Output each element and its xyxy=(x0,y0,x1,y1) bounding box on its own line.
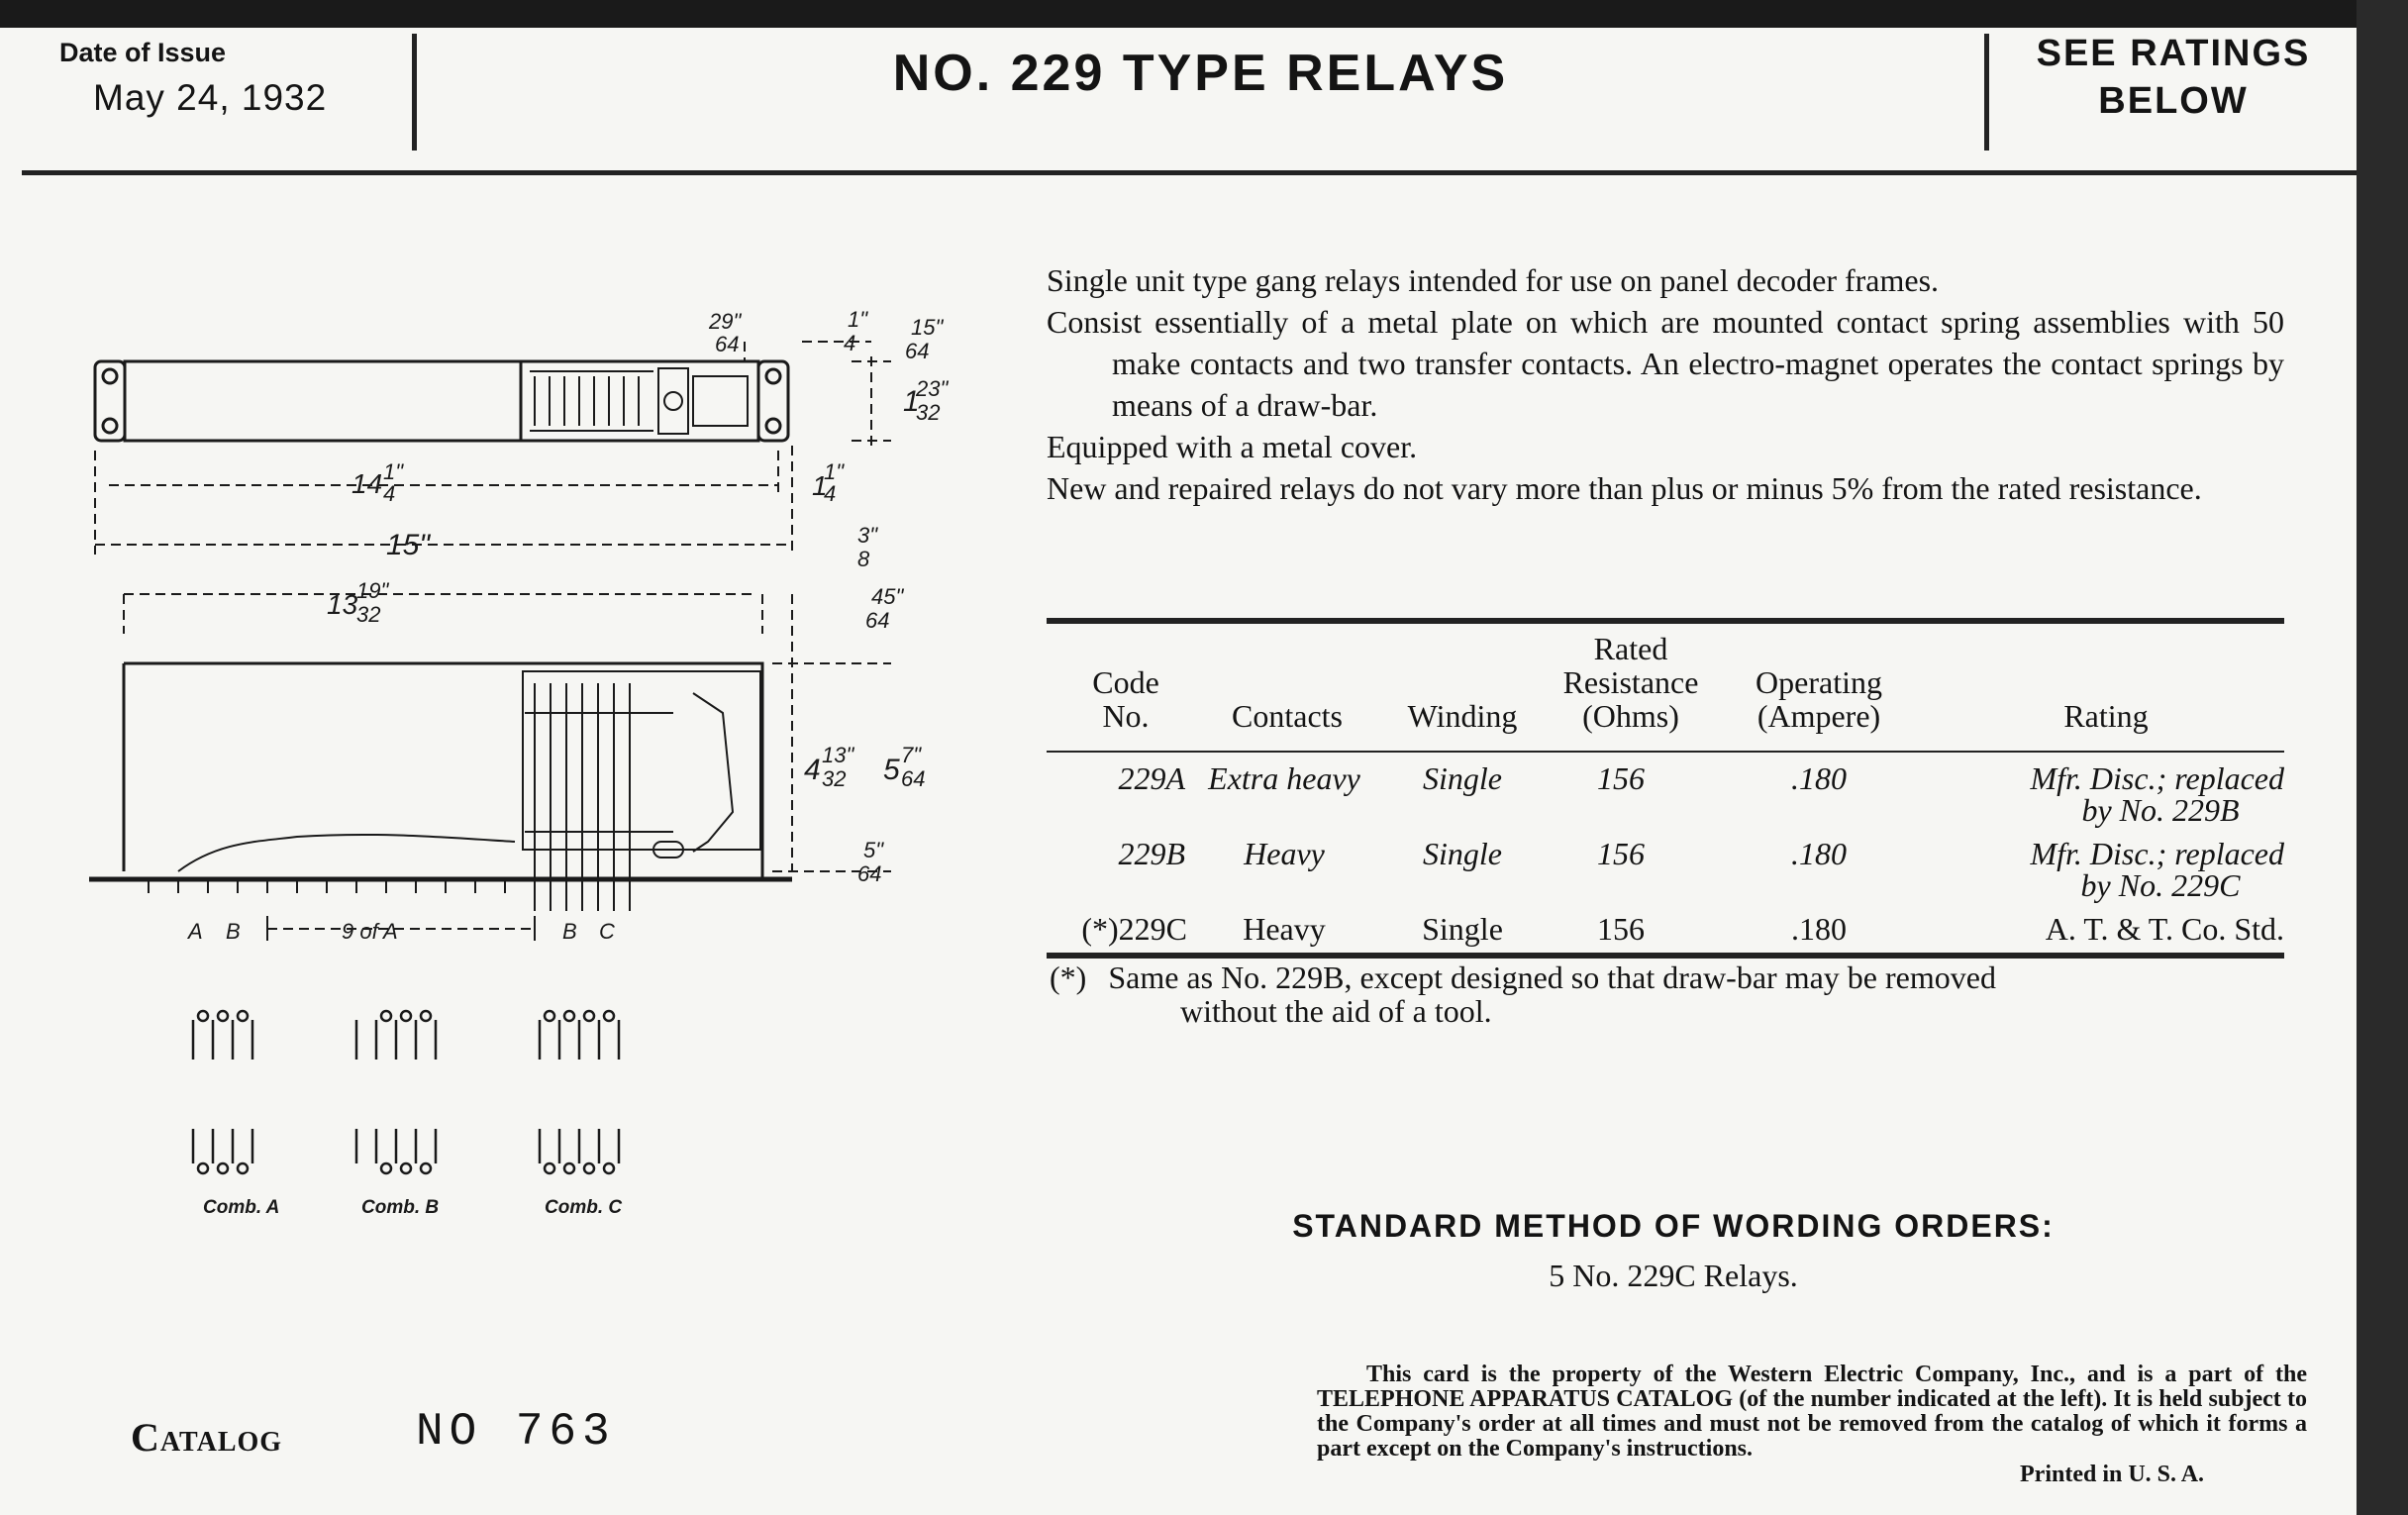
description xyxy=(1047,259,2284,509)
th-code-line2: No. xyxy=(1102,698,1150,734)
dim-15-64-denominator: 64 xyxy=(905,339,930,363)
row3-code: (*)229C xyxy=(1081,911,1187,947)
footnote-line2: without the aid of a tool. xyxy=(1180,993,1492,1029)
label-b-2: B xyxy=(562,919,577,944)
th-operating-line2: (Ampere) xyxy=(1756,698,1881,734)
catalog-label: Catalog xyxy=(131,1415,283,1460)
row3-resistance: 156 xyxy=(1597,911,1645,947)
dim-4-denominator: 32 xyxy=(822,766,847,791)
dim-14-denominator: 4 xyxy=(383,481,396,506)
row2-resistance: 156 xyxy=(1597,836,1645,871)
th-code-line1: Code xyxy=(1092,664,1159,700)
table-bottom-rule xyxy=(1047,953,2284,959)
row1-rating-line1: Mfr. Disc.; replaced xyxy=(2030,760,2284,796)
dim-23-32-denominator: 32 xyxy=(916,400,941,425)
th-resistance-line3: (Ohms) xyxy=(1582,698,1679,734)
row1-resistance: 156 xyxy=(1597,760,1645,796)
dim-1-4-lower-numerator: 1" xyxy=(824,459,845,484)
printed-in-usa: Printed in U. S. A. xyxy=(2020,1462,2205,1487)
relay-drawing xyxy=(0,0,1030,1287)
description-para-1: Single unit type gang relays intended for use on panel decoder frames. xyxy=(1047,262,1940,298)
table-top-rule xyxy=(1047,618,2284,624)
see-ratings-line1: SEE RATINGS xyxy=(2036,33,2311,74)
dim-4-whole: 4 xyxy=(804,754,821,786)
dim-29-64-denominator: 64 xyxy=(715,332,740,356)
legal-text: This card is the property of the Western Electric Company, Inc., and is a part of the TELEPHONE APPARATUS CATALOG (of the number indicated at the left). It is held subject to the Company's order at all times and must not be removed from the catalog of which it forms a part except on the Company's instructions. xyxy=(1317,1362,2307,1462)
dim-14-numerator: 1" xyxy=(383,459,404,484)
relay-side-view xyxy=(89,663,792,941)
ordering-example: 5 No. 229C Relays. xyxy=(1549,1258,1798,1293)
dim-13-numerator: 19" xyxy=(356,578,389,603)
dim-13-denominator: 32 xyxy=(356,602,381,627)
row3-operating: .180 xyxy=(1791,911,1847,947)
row2-winding: Single xyxy=(1423,836,1502,871)
th-operating-line1: Operating xyxy=(1756,664,1882,700)
row2-rating-line1: Mfr. Disc.; replaced xyxy=(2030,836,2284,871)
relay-top-view xyxy=(95,361,788,441)
dim-29-64-numerator: 29" xyxy=(709,309,742,334)
top-dimension-lines xyxy=(95,342,891,871)
th-operating xyxy=(1730,665,1908,733)
dim-5-64-numerator: 5" xyxy=(863,838,884,862)
dim-23-32-numerator: 23" xyxy=(916,376,949,401)
label-a: A xyxy=(188,919,203,944)
scan-border-right xyxy=(2357,0,2408,1515)
footnote-mark: (*) xyxy=(1050,960,1087,995)
label-9-of-a: 9 of A xyxy=(342,919,398,944)
dim-15-64-numerator: 15" xyxy=(911,315,944,340)
th-winding: Winding xyxy=(1407,698,1518,734)
row2-operating: .180 xyxy=(1791,836,1847,871)
row1-code: 229A xyxy=(1118,760,1185,796)
ordering-title: STANDARD METHOD OF WORDING ORDERS: xyxy=(1292,1208,2055,1244)
row1-winding: Single xyxy=(1423,760,1502,796)
dim-4-numerator: 13" xyxy=(822,743,854,767)
dim-5-whole: 5 xyxy=(883,754,900,786)
th-resistance-line2: Resistance xyxy=(1562,664,1699,700)
row3-contacts: Heavy xyxy=(1243,911,1326,947)
description-para-3: Equipped with a metal cover. xyxy=(1047,429,1418,464)
dim-1-4-lower-whole: 1 xyxy=(812,470,828,501)
date-of-issue-value: May 24, 1932 xyxy=(93,77,328,118)
dim-1-23-32-whole: 1 xyxy=(903,385,920,418)
row3-winding: Single xyxy=(1422,911,1503,947)
date-of-issue-label: Date of Issue xyxy=(59,38,227,67)
dim-5-numerator: 7" xyxy=(901,743,922,767)
label-c: C xyxy=(599,919,615,944)
th-resistance xyxy=(1532,632,1730,733)
see-ratings-line2: BELOW xyxy=(2098,80,2249,122)
contact-combination-diagrams xyxy=(193,1011,619,1173)
comb-c-label: Comb. C xyxy=(545,1197,623,1218)
catalog-number: NO 763 xyxy=(416,1406,616,1458)
description-para-4: New and repaired relays do not vary more than plus or minus 5% from the rated resistance. xyxy=(1047,470,2202,506)
dim-5-denominator: 64 xyxy=(901,766,926,791)
dim-45-64-numerator: 45" xyxy=(871,584,904,609)
dim-1-4-top-denominator: 4 xyxy=(844,331,856,355)
table-header-rule xyxy=(1047,751,2284,753)
th-contacts: Contacts xyxy=(1232,698,1343,734)
dim-45-64-denominator: 64 xyxy=(865,608,890,633)
dim-14-whole: 14 xyxy=(351,468,383,499)
th-rating: Rating xyxy=(2063,698,2149,734)
dim-3-8-denominator: 8 xyxy=(857,547,870,571)
th-code xyxy=(1086,665,1165,733)
dim-1-4-top-numerator: 1" xyxy=(848,307,868,332)
comb-b-label: Comb. B xyxy=(361,1197,440,1218)
row2-contacts: Heavy xyxy=(1244,836,1325,871)
see-ratings-note xyxy=(1990,30,2357,125)
row1-rating-line2: by No. 229B xyxy=(2081,792,2240,828)
row3-rating: A. T. & T. Co. Std. xyxy=(2045,911,2284,947)
row1-contacts: Extra heavy xyxy=(1208,760,1360,796)
label-b: B xyxy=(226,919,241,944)
dim-5-64-denominator: 64 xyxy=(857,861,882,886)
description-para-2: Consist essentially of a metal plate on which are mounted contact spring assemblies with 50 make contacts and two transfer contacts. An electro-magnet operates the contact springs by means of a draw-bar. xyxy=(1047,304,2284,423)
th-resistance-line1: Rated xyxy=(1593,631,1668,666)
dim-15-overall: 15" xyxy=(386,529,431,561)
table-footnote xyxy=(1050,960,2287,1028)
comb-a-label: Comb. A xyxy=(203,1197,280,1218)
page-title: NO. 229 TYPE RELAYS xyxy=(892,45,1509,102)
row1-operating: .180 xyxy=(1791,760,1847,796)
row2-code: 229B xyxy=(1118,836,1185,871)
legal-notice xyxy=(1317,1363,2307,1462)
dim-1-4-lower-denominator: 4 xyxy=(824,481,837,506)
dim-13-whole: 13 xyxy=(327,589,358,620)
row2-rating-line2: by No. 229C xyxy=(2080,867,2241,903)
footnote-line1: Same as No. 229B, except designed so that draw-bar may be removed xyxy=(1108,960,1996,995)
dim-3-8-numerator: 3" xyxy=(857,523,878,548)
